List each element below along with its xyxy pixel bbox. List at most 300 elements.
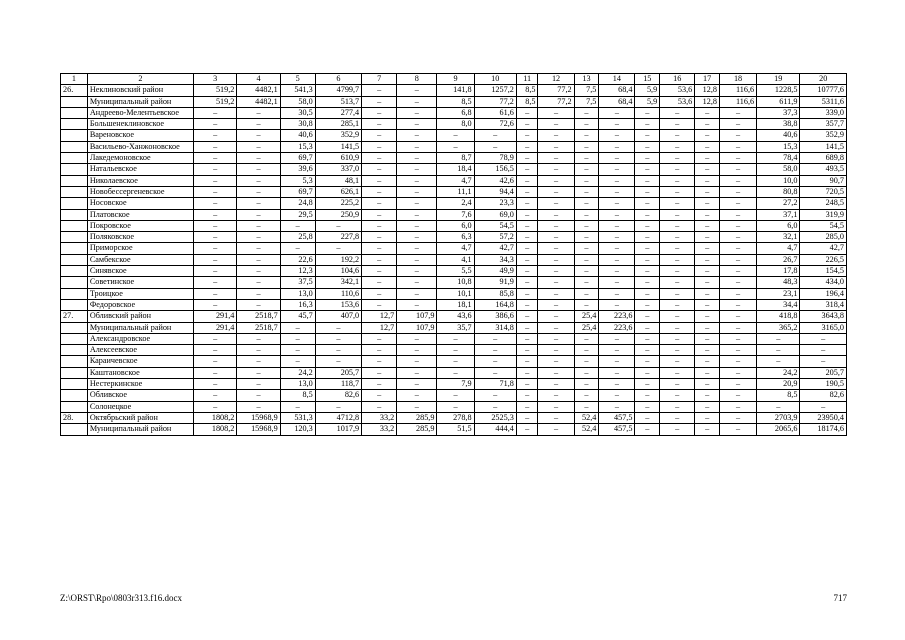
table-cell: 6,8 — [437, 107, 474, 118]
table-cell: 7,6 — [437, 209, 474, 220]
table-cell: – — [538, 220, 574, 231]
table-cell: 38,8 — [757, 119, 800, 130]
table-cell: – — [362, 175, 397, 186]
table-cell: – — [194, 186, 237, 197]
table-cell: – — [516, 209, 538, 220]
table-cell: – — [599, 356, 635, 367]
table-cell: 223,6 — [599, 311, 635, 322]
table-cell: – — [695, 311, 720, 322]
table-cell: 2518,7 — [237, 322, 280, 333]
table-cell: – — [194, 130, 237, 141]
table-cell: – — [516, 277, 538, 288]
table-cell: 107,9 — [397, 311, 437, 322]
table-cell: – — [574, 345, 599, 356]
row-number — [61, 288, 88, 299]
table-cell: – — [397, 186, 437, 197]
table-cell: 285,9 — [397, 424, 437, 435]
table-cell: 32,1 — [757, 232, 800, 243]
table-cell: – — [574, 356, 599, 367]
table-cell: – — [599, 141, 635, 152]
column-header: 14 — [599, 74, 635, 85]
column-header: 18 — [719, 74, 756, 85]
table-cell: – — [397, 379, 437, 390]
table-cell: – — [719, 277, 756, 288]
table-cell: – — [315, 401, 361, 412]
table-cell: – — [538, 322, 574, 333]
table-cell: – — [362, 164, 397, 175]
region-name: Обливское — [87, 390, 193, 401]
table-cell: – — [574, 299, 599, 310]
table-cell: – — [474, 356, 516, 367]
table-cell: – — [695, 153, 720, 164]
table-row — [61, 254, 847, 265]
region-name: Поляковское — [87, 232, 193, 243]
table-cell: – — [574, 220, 599, 231]
table-cell: – — [237, 232, 280, 243]
table-cell: 91,9 — [474, 277, 516, 288]
table-cell: – — [538, 107, 574, 118]
table-cell: 434,0 — [800, 277, 847, 288]
table-cell: – — [362, 107, 397, 118]
table-cell: 3643,8 — [800, 311, 847, 322]
table-cell: – — [397, 164, 437, 175]
table-cell: – — [719, 254, 756, 265]
table-cell: – — [660, 390, 695, 401]
table-cell: 3165,0 — [800, 322, 847, 333]
table-cell: 7,5 — [574, 85, 599, 96]
table-cell: – — [362, 85, 397, 96]
table-cell: – — [599, 164, 635, 175]
table-cell: – — [362, 356, 397, 367]
table-cell: 25,8 — [280, 232, 315, 243]
table-cell: 58,0 — [757, 164, 800, 175]
table-cell: 23950,4 — [800, 412, 847, 423]
table-cell: – — [800, 401, 847, 412]
table-cell: – — [538, 401, 574, 412]
table-cell: – — [474, 390, 516, 401]
table-cell: 5,9 — [635, 96, 660, 107]
table-row — [61, 141, 847, 152]
table-cell: – — [237, 141, 280, 152]
row-number — [61, 220, 88, 231]
table-cell: 8,5 — [280, 390, 315, 401]
table-cell: – — [397, 130, 437, 141]
table-cell: 42,7 — [474, 243, 516, 254]
table-cell: – — [757, 401, 800, 412]
table-cell: 58,0 — [280, 96, 315, 107]
table-cell: 61,6 — [474, 107, 516, 118]
table-cell: – — [660, 288, 695, 299]
table-cell: 6,0 — [757, 220, 800, 231]
table-cell: – — [538, 198, 574, 209]
table-cell: 54,5 — [474, 220, 516, 231]
table-cell: – — [719, 107, 756, 118]
table-cell: – — [695, 186, 720, 197]
table-cell: – — [397, 401, 437, 412]
table-cell: – — [660, 209, 695, 220]
table-cell: – — [695, 164, 720, 175]
table-cell: 30,5 — [280, 107, 315, 118]
table-cell: – — [397, 345, 437, 356]
table-cell: 29,5 — [280, 209, 315, 220]
table-cell: – — [397, 367, 437, 378]
region-name: Октябрьский район — [87, 412, 193, 423]
table-cell: 37,5 — [280, 277, 315, 288]
table-cell: 291,4 — [194, 311, 237, 322]
table-cell: 16,3 — [280, 299, 315, 310]
table-cell: – — [599, 209, 635, 220]
table-cell: – — [516, 164, 538, 175]
table-cell: 2525,3 — [474, 412, 516, 423]
table-cell: 42,6 — [474, 175, 516, 186]
table-row — [61, 367, 847, 378]
table-cell: 457,5 — [599, 424, 635, 435]
table-row — [61, 186, 847, 197]
row-number — [61, 209, 88, 220]
table-cell: 52,4 — [574, 424, 599, 435]
table-cell: – — [599, 130, 635, 141]
region-name: Николаевское — [87, 175, 193, 186]
table-cell: – — [800, 345, 847, 356]
table-cell: 40,6 — [757, 130, 800, 141]
table-cell: – — [538, 424, 574, 435]
table-cell: – — [362, 186, 397, 197]
table-cell: – — [194, 254, 237, 265]
table-cell: – — [516, 153, 538, 164]
table-cell: 77,2 — [538, 96, 574, 107]
table-cell: – — [437, 390, 474, 401]
table-row — [61, 288, 847, 299]
table-cell: – — [538, 243, 574, 254]
table-cell: – — [574, 198, 599, 209]
table-cell: – — [538, 153, 574, 164]
table-cell: 5,5 — [437, 266, 474, 277]
table-cell: – — [660, 186, 695, 197]
table-cell: – — [599, 288, 635, 299]
table-cell: – — [516, 232, 538, 243]
table-cell: – — [194, 299, 237, 310]
table-cell: – — [574, 130, 599, 141]
table-cell: – — [280, 220, 315, 231]
table-cell: 285,1 — [315, 119, 361, 130]
table-cell: – — [695, 322, 720, 333]
table-cell: – — [237, 277, 280, 288]
table-cell: – — [516, 254, 538, 265]
region-name: Новобессергеневское — [87, 186, 193, 197]
table-cell: – — [635, 164, 660, 175]
table-cell: – — [362, 96, 397, 107]
table-cell: – — [660, 266, 695, 277]
table-cell: 40,6 — [280, 130, 315, 141]
table-row — [61, 96, 847, 107]
table-row — [61, 299, 847, 310]
table-cell: – — [719, 266, 756, 277]
table-cell: – — [635, 322, 660, 333]
table-cell: 104,6 — [315, 266, 361, 277]
table-cell: 689,8 — [800, 153, 847, 164]
table-cell: – — [397, 288, 437, 299]
table-cell: – — [599, 243, 635, 254]
table-cell: – — [516, 266, 538, 277]
table-cell: 4,7 — [757, 243, 800, 254]
table-cell: 12,7 — [362, 322, 397, 333]
table-cell: 49,9 — [474, 266, 516, 277]
table-cell: 82,6 — [800, 390, 847, 401]
table-cell: – — [237, 379, 280, 390]
table-cell: 223,6 — [599, 322, 635, 333]
table-cell: – — [660, 141, 695, 152]
table-cell: – — [719, 175, 756, 186]
table-cell: 519,2 — [194, 85, 237, 96]
table-cell: – — [237, 367, 280, 378]
table-cell: 26,7 — [757, 254, 800, 265]
table-cell: 10,8 — [437, 277, 474, 288]
table-cell: 541,3 — [280, 85, 315, 96]
row-number — [61, 186, 88, 197]
table-cell: 54,5 — [800, 220, 847, 231]
table-cell: – — [660, 356, 695, 367]
table-cell: 7,5 — [574, 96, 599, 107]
table-cell: 226,5 — [800, 254, 847, 265]
region-name: Неклиновский район — [87, 85, 193, 96]
row-number — [61, 401, 88, 412]
table-cell: 39,6 — [280, 164, 315, 175]
table-cell: – — [719, 401, 756, 412]
table-cell: – — [362, 288, 397, 299]
table-cell: – — [437, 401, 474, 412]
table-cell: – — [757, 333, 800, 344]
table-cell: – — [194, 198, 237, 209]
table-cell: – — [362, 401, 397, 412]
table-cell: – — [237, 299, 280, 310]
table-cell: – — [574, 288, 599, 299]
table-cell: – — [194, 141, 237, 152]
table-row — [61, 322, 847, 333]
table-row — [61, 243, 847, 254]
table-cell: – — [362, 379, 397, 390]
row-number — [61, 119, 88, 130]
table-cell: – — [237, 254, 280, 265]
table-cell: – — [362, 277, 397, 288]
table-cell: 24,8 — [280, 198, 315, 209]
table-cell: – — [635, 141, 660, 152]
table-cell: 8,5 — [516, 96, 538, 107]
column-header: 20 — [800, 74, 847, 85]
table-cell: – — [397, 277, 437, 288]
table-cell: – — [719, 198, 756, 209]
table-cell: 418,8 — [757, 311, 800, 322]
table-cell: – — [574, 186, 599, 197]
table-cell: – — [538, 186, 574, 197]
table-cell: – — [695, 243, 720, 254]
table-cell: – — [660, 175, 695, 186]
region-name: Носовское — [87, 198, 193, 209]
table-cell: – — [599, 232, 635, 243]
table-cell: 34,3 — [474, 254, 516, 265]
table-cell: – — [695, 254, 720, 265]
table-cell: – — [397, 153, 437, 164]
region-name: Караичевское — [87, 356, 193, 367]
table-cell: 2703,9 — [757, 412, 800, 423]
table-cell: – — [719, 333, 756, 344]
table-cell: – — [516, 424, 538, 435]
row-number — [61, 345, 88, 356]
row-number: 27. — [61, 311, 88, 322]
table-cell: – — [719, 220, 756, 231]
table-cell: – — [397, 96, 437, 107]
table-cell: – — [315, 333, 361, 344]
table-row — [61, 379, 847, 390]
table-cell: 319,9 — [800, 209, 847, 220]
table-cell: – — [194, 243, 237, 254]
region-name: Муниципальный район — [87, 424, 193, 435]
table-cell: – — [574, 107, 599, 118]
table-cell: 53,6 — [660, 85, 695, 96]
table-cell: – — [719, 390, 756, 401]
table-cell: 5,9 — [635, 85, 660, 96]
table-cell: 278,8 — [437, 412, 474, 423]
table-cell: 205,7 — [315, 367, 361, 378]
table-cell: – — [719, 209, 756, 220]
table-cell: – — [599, 367, 635, 378]
table-cell: – — [237, 390, 280, 401]
table-cell: – — [660, 322, 695, 333]
table-cell: – — [538, 390, 574, 401]
table-cell: 407,0 — [315, 311, 361, 322]
table-cell: – — [574, 141, 599, 152]
table-cell: – — [437, 141, 474, 152]
table-cell: 1808,2 — [194, 412, 237, 423]
region-name: Синявское — [87, 266, 193, 277]
table-cell: – — [695, 288, 720, 299]
table-cell: 110,6 — [315, 288, 361, 299]
table-cell: 33,2 — [362, 412, 397, 423]
row-number — [61, 153, 88, 164]
table-cell: – — [660, 130, 695, 141]
table-cell: – — [538, 412, 574, 423]
table-cell: – — [660, 277, 695, 288]
table-cell: – — [574, 153, 599, 164]
table-cell: – — [538, 311, 574, 322]
table-cell: 17,8 — [757, 266, 800, 277]
table-cell: – — [574, 333, 599, 344]
table-cell: 318,4 — [800, 299, 847, 310]
table-cell: – — [599, 401, 635, 412]
table-cell: – — [280, 356, 315, 367]
table-cell: 352,9 — [800, 130, 847, 141]
table-cell: – — [237, 119, 280, 130]
table-cell: – — [516, 379, 538, 390]
table-cell: – — [362, 243, 397, 254]
table-cell: – — [695, 367, 720, 378]
table-cell: – — [635, 209, 660, 220]
table-cell: – — [194, 232, 237, 243]
row-number — [61, 175, 88, 186]
table-cell: 42,7 — [800, 243, 847, 254]
table-cell: – — [194, 175, 237, 186]
table-cell: – — [599, 198, 635, 209]
table-cell: 365,2 — [757, 322, 800, 333]
table-cell: 5,3 — [280, 175, 315, 186]
table-cell: 386,6 — [474, 311, 516, 322]
table-cell: – — [397, 209, 437, 220]
table-cell: – — [599, 345, 635, 356]
table-cell: 285,0 — [800, 232, 847, 243]
row-number — [61, 266, 88, 277]
table-cell: 1017,9 — [315, 424, 361, 435]
table-cell: – — [695, 266, 720, 277]
table-cell: – — [719, 299, 756, 310]
table-cell: 1808,2 — [194, 424, 237, 435]
table-cell: – — [635, 153, 660, 164]
table-cell: – — [516, 119, 538, 130]
table-cell: – — [719, 345, 756, 356]
table-cell: – — [362, 220, 397, 231]
row-number — [61, 322, 88, 333]
table-cell: 205,7 — [800, 367, 847, 378]
table-cell: – — [362, 367, 397, 378]
table-cell: 20,9 — [757, 379, 800, 390]
region-name: Платовское — [87, 209, 193, 220]
table-cell: – — [660, 424, 695, 435]
table-row — [61, 311, 847, 322]
table-cell: 34,4 — [757, 299, 800, 310]
table-cell: 277,4 — [315, 107, 361, 118]
column-header: 15 — [635, 74, 660, 85]
table-cell: – — [660, 379, 695, 390]
table-cell: – — [194, 266, 237, 277]
table-cell: – — [237, 243, 280, 254]
table-cell: 141,8 — [437, 85, 474, 96]
table-cell: 25,4 — [574, 322, 599, 333]
table-cell: – — [695, 198, 720, 209]
region-name: Федоровское — [87, 299, 193, 310]
table-cell: – — [599, 119, 635, 130]
table-cell: 610,9 — [315, 153, 361, 164]
table-cell: – — [280, 243, 315, 254]
table-cell: – — [695, 390, 720, 401]
table-cell: – — [237, 198, 280, 209]
table-cell: – — [574, 367, 599, 378]
table-cell: – — [397, 141, 437, 152]
table-cell: – — [719, 311, 756, 322]
table-cell: – — [362, 198, 397, 209]
table-cell: – — [635, 186, 660, 197]
table-cell: 77,2 — [474, 96, 516, 107]
table-cell: – — [397, 220, 437, 231]
region-name: Алексеевское — [87, 345, 193, 356]
table-cell: – — [315, 322, 361, 333]
table-cell: – — [362, 153, 397, 164]
table-cell: – — [574, 209, 599, 220]
table-cell: – — [397, 254, 437, 265]
row-number — [61, 379, 88, 390]
table-cell: – — [574, 277, 599, 288]
table-cell: 116,6 — [719, 96, 756, 107]
row-number — [61, 243, 88, 254]
table-cell: – — [660, 119, 695, 130]
table-cell: 37,1 — [757, 209, 800, 220]
table-cell: – — [660, 367, 695, 378]
table-cell: – — [635, 412, 660, 423]
table-cell: – — [194, 356, 237, 367]
table-cell: 7,9 — [437, 379, 474, 390]
table-cell: – — [237, 266, 280, 277]
table-cell: – — [362, 141, 397, 152]
table-cell: – — [635, 345, 660, 356]
table-cell: 69,7 — [280, 186, 315, 197]
table-cell: – — [695, 356, 720, 367]
